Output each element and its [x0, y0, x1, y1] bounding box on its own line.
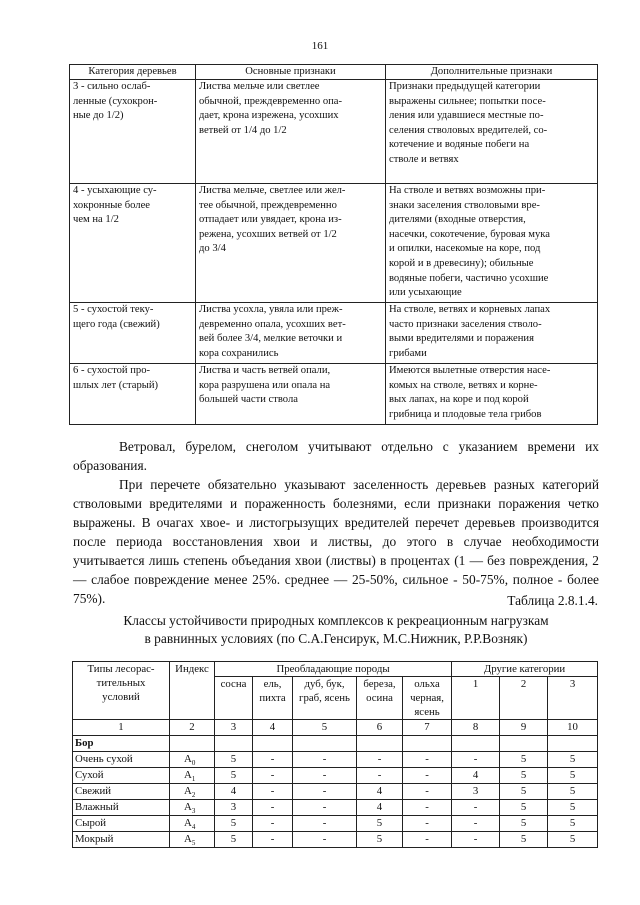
value-cell: -: [357, 752, 403, 768]
index-letter: A: [184, 817, 192, 829]
column-number: 3: [215, 720, 253, 736]
value-cell: -: [293, 752, 357, 768]
forest-type-cell: Очень сухой: [73, 752, 170, 768]
index-subscript: 2: [191, 791, 196, 800]
paragraph-count: При перечете обязательно указывают заселенность деревьев разных категорий стволовыми вредителями и пораженность болезнями, если признаки поражения четко выражены. В очагах хвое- и листогрызущих вредителей перечет деревьев производится после периода восстановления хвои и листвы, до этого в случае необходимости учитывается лишь степень объедания хвои (листвы) в процентах (1 — без повреждения, 2 — слабое повреждение менее 25%. среднее — 25-50%, сильное - 50-75%, полное - более 75%).: [73, 477, 599, 606]
extra-signs-cell: [386, 303, 598, 364]
column-number: 9: [500, 720, 548, 736]
value-cell: 5: [500, 768, 548, 784]
value-cell: -: [253, 816, 293, 832]
cell-line: Листва мельче, светлее или жел-: [199, 185, 346, 196]
empty-cell: [215, 736, 253, 752]
index-letter: A: [184, 833, 192, 845]
empty-cell: [500, 736, 548, 752]
cell-line: Типы лесорас-: [87, 663, 155, 675]
main-signs-cell: [196, 303, 386, 364]
value-cell: 5: [548, 768, 598, 784]
value-cell: 5: [215, 832, 253, 848]
cell-line: стволе и ветвях: [389, 153, 459, 165]
header-alder-ash: [403, 677, 452, 720]
value-cell: -: [253, 768, 293, 784]
header-row-top: [73, 662, 598, 677]
section-row: [73, 736, 598, 752]
cell-line: Листва усохла, увяла или преж-: [199, 304, 343, 315]
empty-cell: [548, 736, 598, 752]
header-index: Индекс: [170, 662, 215, 720]
cell-line: дителями (входные отверстия,: [389, 214, 526, 226]
column-number-row: [73, 720, 598, 736]
value-cell: -: [293, 816, 357, 832]
cell-line: чем на 1/2: [73, 214, 119, 226]
index-letter: A: [184, 801, 192, 813]
cell-line: отпадает или увядает, крона из-: [199, 214, 342, 226]
table-caption: Таблица 2.8.1.4.: [507, 593, 598, 608]
cell-line: котечение и водяные побеги на: [389, 139, 530, 151]
index-letter: A: [184, 785, 192, 797]
main-signs-cell: [196, 80, 386, 184]
value-cell: 5: [215, 752, 253, 768]
value-cell: -: [253, 752, 293, 768]
table-row: [73, 752, 598, 768]
cell-line: селения стволовых вредителей, со-: [389, 124, 548, 136]
value-cell: 5: [500, 752, 548, 768]
value-cell: 5: [500, 832, 548, 848]
column-number: 7: [403, 720, 452, 736]
value-cell: -: [293, 784, 357, 800]
cell-line: водяные побеги, частично усохшие: [389, 272, 549, 284]
value-cell: 4: [357, 800, 403, 816]
index-cell: [170, 752, 215, 768]
column-number: 2: [170, 720, 215, 736]
index-subscript: 5: [191, 839, 196, 848]
table-row: [73, 832, 598, 848]
header-extra-signs: Дополнительные признаки: [386, 65, 598, 80]
cell-line: насечки, сокотечение, буровая мука: [389, 228, 550, 240]
cell-line: пихта: [259, 692, 286, 704]
main-signs-cell: [196, 364, 386, 425]
index-cell: [170, 768, 215, 784]
index-cell: [170, 800, 215, 816]
index-cell: [170, 832, 215, 848]
index-letter: A: [184, 769, 192, 781]
cell-line: 5 - сухостой теку-: [73, 304, 154, 315]
cell-line: осина: [366, 692, 393, 704]
cell-line: условий: [102, 691, 140, 703]
cell-line: грибница и плодовые тела грибов: [389, 408, 542, 420]
value-cell: 5: [548, 816, 598, 832]
cell-line: На стволе и ветвях возможны при-: [389, 185, 546, 196]
column-number: 1: [73, 720, 170, 736]
table-row: [73, 800, 598, 816]
value-cell: -: [253, 784, 293, 800]
column-number: 8: [452, 720, 500, 736]
value-cell: -: [357, 768, 403, 784]
column-number: 6: [357, 720, 403, 736]
value-cell: -: [293, 768, 357, 784]
value-cell: 5: [500, 800, 548, 816]
cell-line: до 3/4: [199, 243, 226, 255]
index-subscript: 3: [191, 807, 196, 816]
header-category: Категория деревьев: [70, 65, 196, 80]
cell-line: тее обычной, преждевременно: [199, 199, 337, 211]
table-row: [73, 784, 598, 800]
empty-cell: [452, 736, 500, 752]
cell-line: ольха: [414, 678, 440, 690]
value-cell: -: [253, 800, 293, 816]
forest-type-cell: Сырой: [73, 816, 170, 832]
cell-line: Листва и часть ветвей опали,: [199, 365, 331, 376]
table-row: [70, 303, 598, 364]
index-letter: A: [184, 753, 192, 765]
value-cell: -: [403, 800, 452, 816]
value-cell: -: [253, 832, 293, 848]
value-cell: -: [452, 800, 500, 816]
table-title-line: Классы устойчивости природных комплексов к рекреационным нагрузкам: [123, 613, 549, 628]
column-number: 10: [548, 720, 598, 736]
cell-line: выми вредителями и поражения: [389, 333, 534, 345]
value-cell: 5: [215, 816, 253, 832]
table-row: [70, 80, 598, 184]
cell-line: дуб, бук,: [304, 678, 345, 690]
index-subscript: 4: [191, 823, 196, 832]
stability-rows: [73, 752, 598, 848]
cell-line: ленные (сухокрон-: [73, 95, 158, 107]
cell-line: тительных: [96, 677, 146, 689]
cell-line: и опилки, насекомые на коре, под: [389, 243, 541, 255]
value-cell: 3: [215, 800, 253, 816]
value-cell: -: [293, 800, 357, 816]
value-cell: 4: [357, 784, 403, 800]
empty-cell: [253, 736, 293, 752]
cell-line: Листва мельче или светлее: [199, 81, 320, 92]
header-pine: [215, 677, 253, 720]
value-cell: 4: [452, 768, 500, 784]
table-row: [70, 364, 598, 425]
table-row: [73, 816, 598, 832]
value-cell: 5: [357, 816, 403, 832]
value-cell: 5: [500, 784, 548, 800]
category-cell: [70, 184, 196, 303]
index-subscript: 0: [191, 759, 196, 768]
value-cell: 5: [548, 800, 598, 816]
cell-line: выражены сильнее; попытки посе-: [389, 95, 546, 107]
index-cell: [170, 784, 215, 800]
header-forest-type: [73, 662, 170, 720]
cell-line: знаки заселения стволовыми вре-: [389, 199, 540, 211]
value-cell: -: [403, 752, 452, 768]
cell-line: Имеются вылетные отверстия насе-: [389, 365, 551, 376]
value-cell: -: [452, 752, 500, 768]
paragraph-windfall: Ветровал, бурелом, снеголом учитывают отдельно с указанием времени их образования.: [73, 439, 599, 473]
index-subscript: 1: [191, 775, 196, 784]
value-cell: -: [403, 832, 452, 848]
cell-line: большей части ствола: [199, 394, 298, 406]
value-cell: 5: [548, 752, 598, 768]
value-cell: 4: [215, 784, 253, 800]
value-cell: 5: [357, 832, 403, 848]
cell-line: Признаки предыдущей категории: [389, 81, 541, 92]
empty-cell: [403, 736, 452, 752]
cell-line: или усыхающие: [389, 287, 462, 299]
category-cell: [70, 80, 196, 184]
value-cell: -: [403, 768, 452, 784]
main-signs-cell: [196, 184, 386, 303]
category-cell: [70, 303, 196, 364]
extra-signs-cell: [386, 184, 598, 303]
value-cell: -: [452, 832, 500, 848]
tree-category-table: [69, 64, 598, 425]
header-other-3: 3: [548, 677, 598, 720]
cell-line: 6 - сухостой про-: [73, 365, 151, 376]
cell-line: кора сохранились: [199, 347, 279, 359]
cell-line: корой и в древесину); обильные: [389, 257, 534, 269]
table-header-row: [70, 65, 598, 80]
stability-classes-table: [72, 661, 598, 848]
column-number: 4: [253, 720, 293, 736]
index-cell: [170, 816, 215, 832]
value-cell: 5: [215, 768, 253, 784]
table-row: [73, 768, 598, 784]
empty-cell: [170, 736, 215, 752]
cell-line: береза,: [363, 678, 396, 690]
forest-type-cell: Свежий: [73, 784, 170, 800]
cell-line: ясень: [414, 706, 440, 718]
forest-type-cell: Влажный: [73, 800, 170, 816]
value-cell: 3: [452, 784, 500, 800]
cell-line: ель,: [263, 678, 282, 690]
value-cell: 5: [548, 832, 598, 848]
value-cell: -: [403, 784, 452, 800]
cell-line: ные до 1/2): [73, 110, 124, 122]
cell-line: 4 - усыхающие су-: [73, 185, 157, 196]
cell-line: хокронные более: [73, 199, 150, 211]
cell-line: девременно опала, усохших вет-: [199, 318, 346, 330]
header-species: Преобладающие породы: [215, 662, 452, 677]
cell-line: режена, усохших ветвей от 1/2: [199, 228, 337, 240]
header-spruce-fir: [253, 677, 293, 720]
header-main-signs: Основные признаки: [196, 65, 386, 80]
cell-line: ления или удавшиеся местные по-: [389, 110, 544, 122]
value-cell: 5: [548, 784, 598, 800]
forest-type-cell: Сухой: [73, 768, 170, 784]
cell-line: обычной, преждевременно опа-: [199, 95, 343, 107]
cell-line: щего года (свежий): [73, 318, 160, 330]
cell-line: вей более 3/4, мелкие веточки и: [199, 333, 343, 345]
cell-line: граб, ясень: [299, 692, 350, 704]
section-label: Бор: [73, 736, 170, 752]
cell-line: вых лапах, на коре и под корой: [389, 394, 529, 406]
column-number: 5: [293, 720, 357, 736]
cell-line: дает, крона изрежена, усохших: [199, 110, 339, 122]
cell-line: черная,: [410, 692, 444, 704]
value-cell: -: [452, 816, 500, 832]
table-title: [73, 612, 599, 648]
value-cell: -: [293, 832, 357, 848]
extra-signs-cell: [386, 364, 598, 425]
extra-signs-cell: [386, 80, 598, 184]
table-row: [70, 184, 598, 303]
cell-line: На стволе, ветвях и корневых лапах: [389, 304, 551, 315]
cell-line: кора разрушена или опала на: [199, 379, 331, 391]
value-cell: -: [403, 816, 452, 832]
header-other-2: 2: [500, 677, 548, 720]
cell-line: комых на стволе, ветвях и корне-: [389, 379, 538, 391]
cell-line: грибами: [389, 347, 427, 359]
value-cell: 5: [500, 816, 548, 832]
cell-line: часто признаки заселения стволо-: [389, 318, 542, 330]
category-cell: [70, 364, 196, 425]
header-birch-aspen: [357, 677, 403, 720]
cell-line: ветвей от 1/4 до 1/2: [199, 124, 287, 136]
header-other-1: 1: [452, 677, 500, 720]
cell-line: 3 - сильно ослаб-: [73, 81, 151, 92]
cell-line: сосна: [220, 678, 247, 690]
header-other-categories: Другие категории: [452, 662, 598, 677]
forest-type-cell: Мокрый: [73, 832, 170, 848]
page-number: 161: [311, 40, 329, 52]
header-oak-beech: [293, 677, 357, 720]
cell-line: шлых лет (старый): [73, 379, 159, 391]
empty-cell: [357, 736, 403, 752]
table-title-line: в равнинных условиях (по С.А.Генсирук, М.С.Нижник, Р.Р.Возняк): [144, 631, 528, 646]
empty-cell: [293, 736, 357, 752]
